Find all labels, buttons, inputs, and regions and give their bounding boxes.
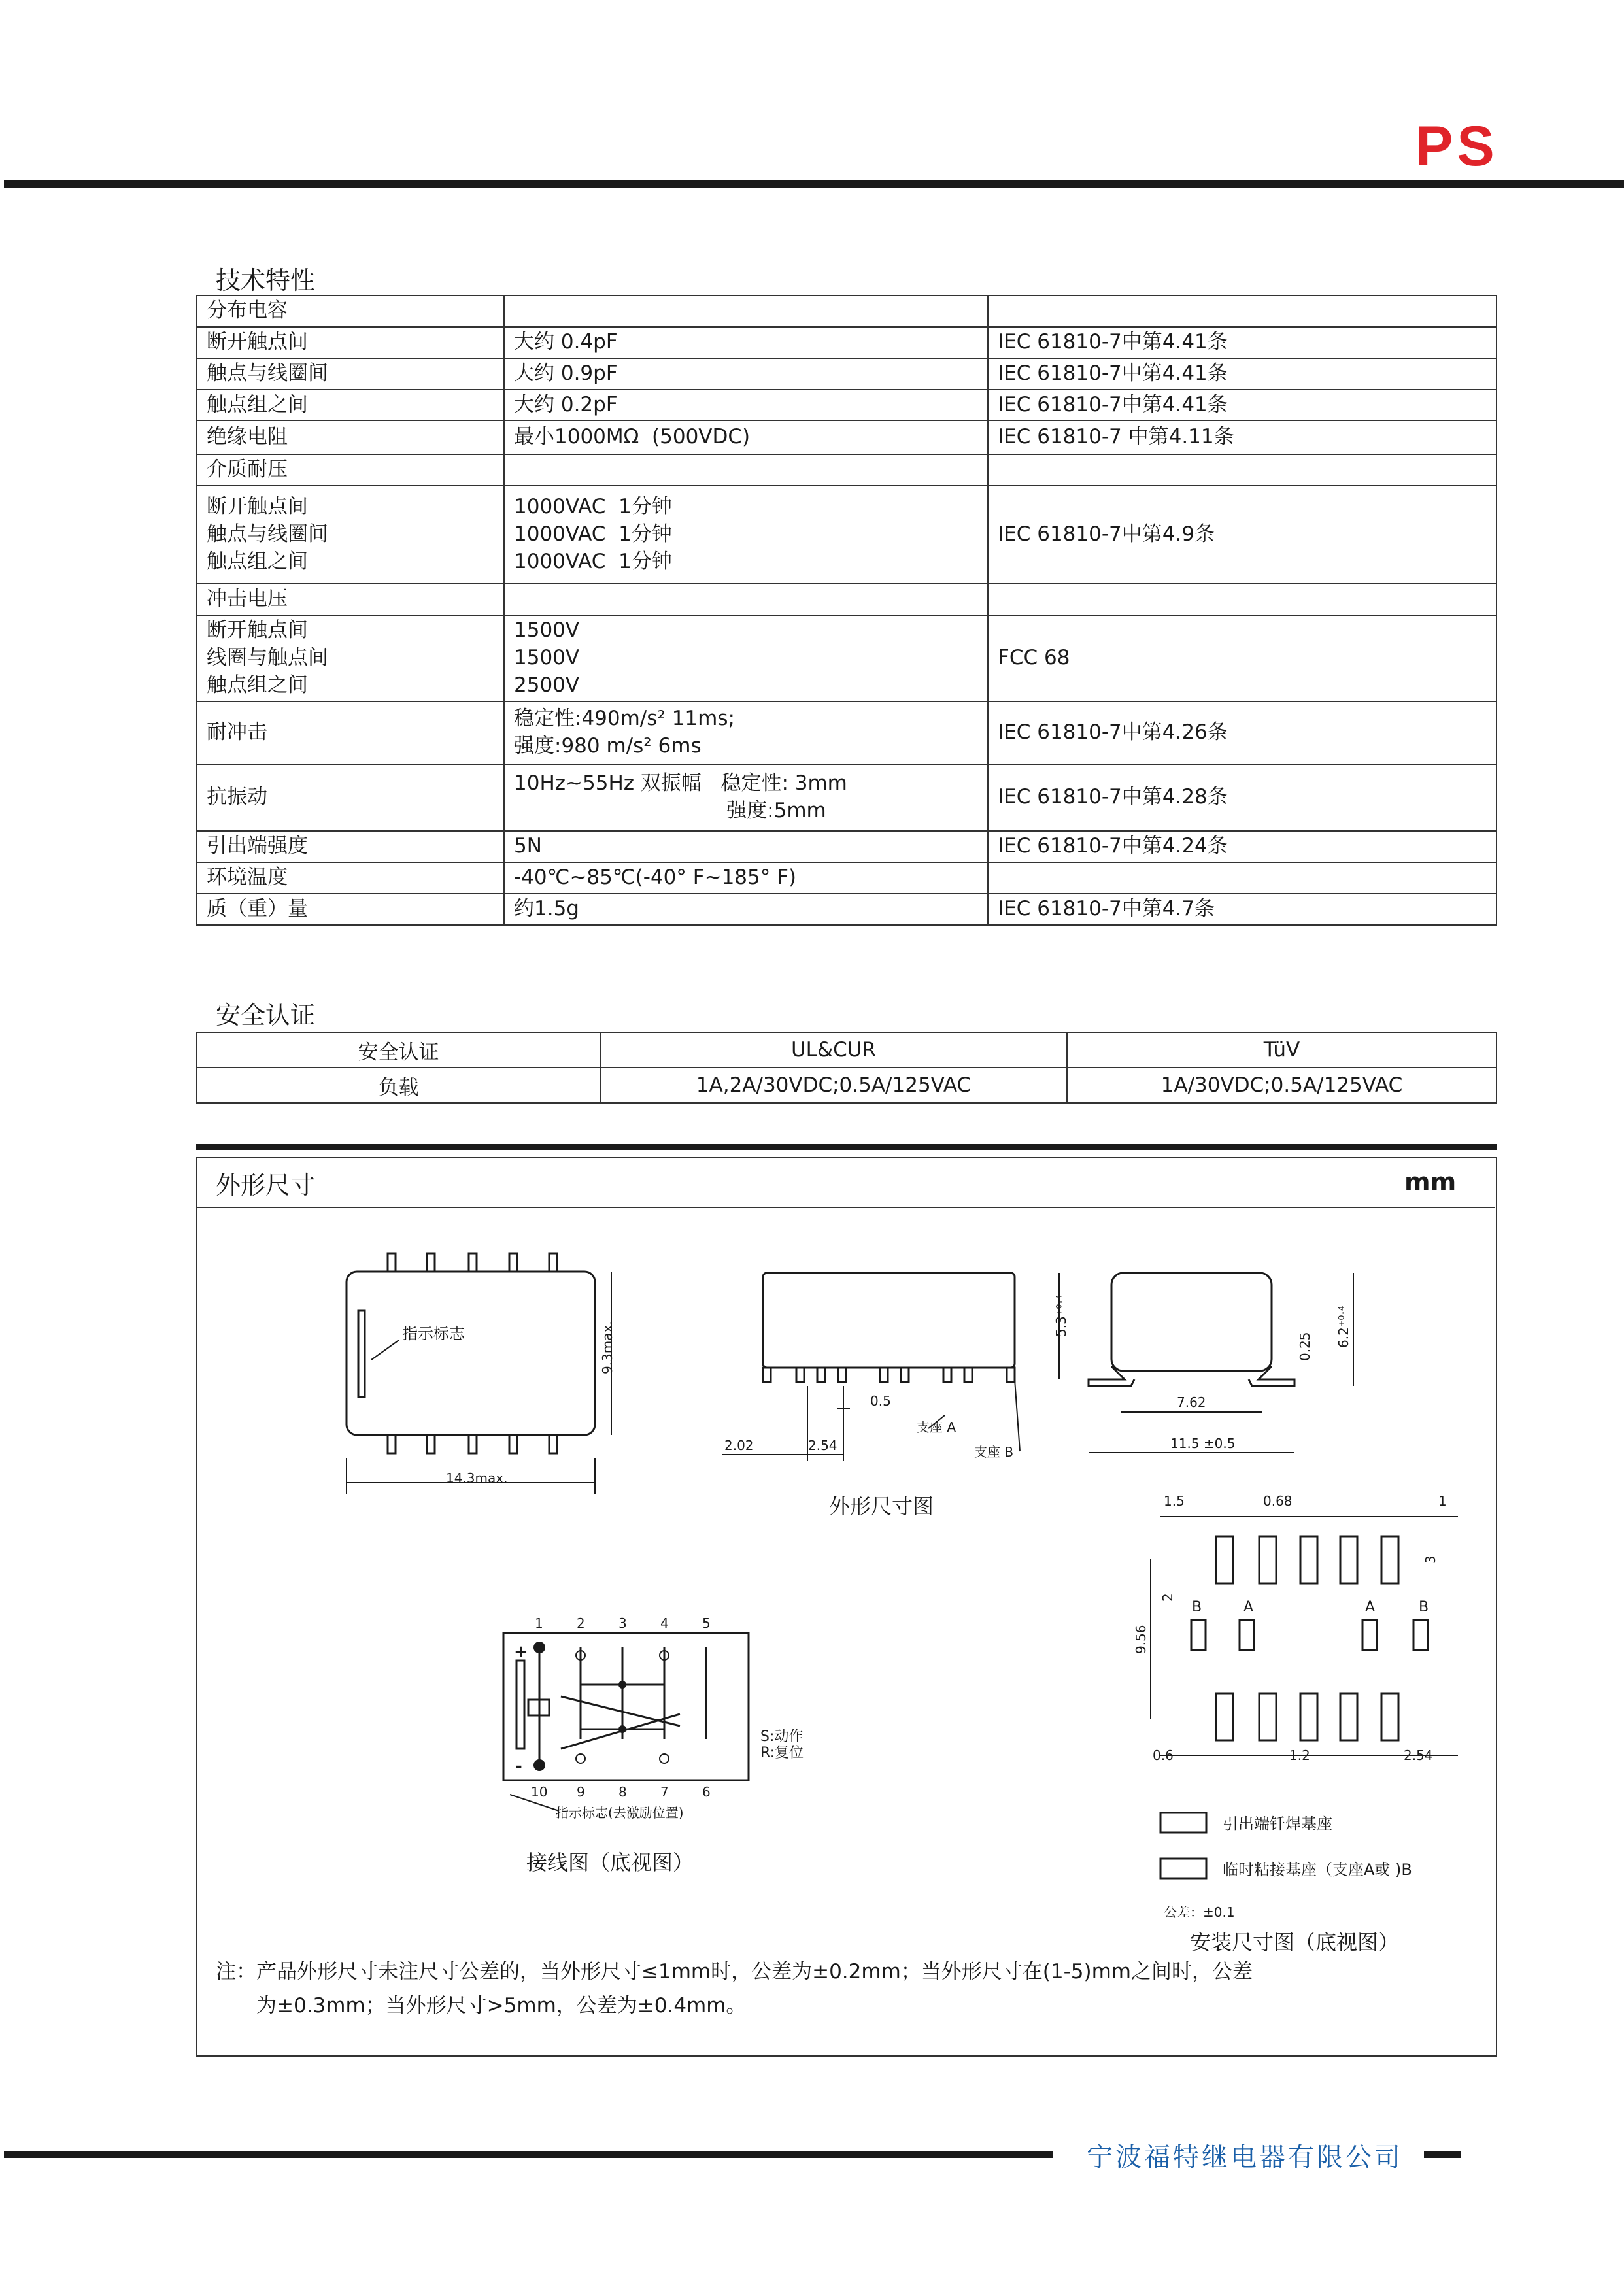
wiring-indicator	[516, 1661, 524, 1749]
pin-label: 1	[535, 1615, 543, 1631]
tech-label: 环境温度	[197, 862, 504, 894]
tolerance-note	[216, 1955, 1471, 2023]
tech-value: 大约 0.9pF	[504, 358, 988, 390]
tech-title: 技术特性	[216, 266, 316, 295]
legend-adhesive: 临时粘接基座（支座A或 )B	[1223, 1861, 1412, 1879]
tech-label: 抗振动	[197, 764, 504, 831]
safety-cell: 1A,2A/30VDC;0.5A/125VAC	[600, 1068, 1067, 1103]
indicator-mark	[358, 1311, 365, 1397]
dim-2-02: 2.02	[724, 1438, 754, 1453]
mount-pads	[1191, 1536, 1428, 1740]
tech-value: 1000VAC 1分钟 1000VAC 1分钟 1000VAC 1分钟	[504, 486, 988, 584]
front-view-pins	[763, 1368, 1015, 1382]
pin-label: 3	[618, 1615, 627, 1631]
tech-label: 断开触点间 线圈与触点间 触点组之间	[197, 615, 504, 701]
dim-7-62: 7.62	[1177, 1394, 1206, 1410]
tech-value: 最小1000MΩ (500VDC)	[504, 420, 988, 454]
indicator-note: 指示标志(去激励位置)	[556, 1805, 684, 1821]
tech-label: 介质耐压	[197, 454, 504, 486]
tech-value: 约1.5g	[504, 894, 988, 925]
s-label: S:动作	[760, 1729, 804, 1745]
mount-dim: 9.56	[1133, 1625, 1149, 1654]
safety-cell: 1A/30VDC;0.5A/125VAC	[1067, 1068, 1497, 1103]
tech-value: 5N	[504, 831, 988, 862]
plus-sign: +	[514, 1642, 528, 1662]
dim-11-5: 11.5 ±0.5	[1170, 1436, 1236, 1451]
legend-solid	[1160, 1813, 1206, 1832]
pin-label: 8	[618, 1784, 627, 1800]
r-label: R:复位	[760, 1745, 804, 1761]
safety-header-cell: 安全认证	[197, 1032, 600, 1068]
tech-value: 大约 0.2pF	[504, 390, 988, 421]
brand-logo: PS	[1415, 115, 1498, 178]
dim-0-5: 0.5	[870, 1393, 891, 1409]
tech-standard: IEC 61810-7中第4.26条	[988, 701, 1497, 764]
legend-hatched	[1160, 1859, 1206, 1878]
pin-label: 4	[660, 1615, 669, 1631]
pin-label: 6	[702, 1784, 711, 1800]
front-view-body	[763, 1273, 1015, 1368]
mount-dim: 1.2	[1289, 1747, 1310, 1763]
legend-solder: 引出端钎焊基座	[1223, 1815, 1332, 1833]
seat-a-label: 支座 A	[917, 1419, 956, 1435]
tech-label: 耐冲击	[197, 701, 504, 764]
pin-label: 5	[702, 1615, 711, 1631]
tech-label: 断开触点间 触点与线圈间 触点组之间	[197, 486, 504, 584]
tech-standard: IEC 61810-7中第4.7条	[988, 894, 1497, 925]
tech-value: -40℃~85℃(-40° F~185° F)	[504, 862, 988, 894]
tech-standard: IEC 61810-7 中第4.11条	[988, 420, 1497, 454]
dimensions-title: 外形尺寸	[216, 1171, 316, 1200]
tech-value: 稳定性:490m/s² 11ms; 强度:980 m/s² 6ms	[504, 701, 988, 764]
tech-label: 冲击电压	[197, 584, 504, 615]
dim-9-3: 9.3max.	[600, 1321, 615, 1374]
safety-title: 安全认证	[216, 1001, 316, 1030]
wiring-caption: 接线图（底视图）	[526, 1850, 694, 1875]
tech-label: 分布电容	[197, 295, 504, 327]
tech-value: 10Hz~55Hz 双振幅 稳定性: 3mm 强度:5mm	[504, 764, 988, 831]
tech-standard: IEC 61810-7中第4.41条	[988, 327, 1497, 358]
tolerance-label: 公差：±0.1	[1164, 1904, 1235, 1920]
tech-standard: IEC 61810-7中第4.28条	[988, 764, 1497, 831]
pin-label: 2	[577, 1615, 585, 1631]
seat-b-label: 支座 B	[974, 1444, 1014, 1460]
dim-6-2: 6.2⁺⁰·⁴	[1336, 1306, 1351, 1348]
mount-dim: 1.5	[1164, 1493, 1185, 1509]
dim-14-3: 14.3max.	[446, 1470, 508, 1486]
footer-rule-end	[1424, 2151, 1461, 2158]
note-line-1: 注：产品外形尺寸未注尺寸公差的，当外形尺寸≤1mm时，公差为±0.2mm；当外形尺寸在(1-5)mm之间时，公差	[216, 1960, 1253, 1983]
pin-label: 9	[577, 1784, 585, 1800]
mount-dim: 2	[1160, 1593, 1176, 1602]
mount-dim: 1	[1438, 1493, 1447, 1509]
tech-label: 断开触点间	[197, 327, 504, 358]
dim-5-3: 5.3⁺⁰·⁴	[1053, 1294, 1069, 1337]
pin-label: 10	[531, 1784, 548, 1800]
mount-dim: 3	[1423, 1555, 1438, 1564]
dim-0-25: 0.25	[1297, 1332, 1313, 1361]
tech-label: 质（重）量	[197, 894, 504, 925]
tech-standard: IEC 61810-7中第4.9条	[988, 486, 1497, 584]
footer-rule	[4, 2151, 1053, 2158]
note-line-2: 为±0.3mm；当外形尺寸>5mm，公差为±0.4mm。	[256, 1994, 747, 2017]
mount-caption: 安装尺寸图（底视图）	[1190, 1930, 1400, 1955]
top-view-pins	[388, 1253, 557, 1453]
mount-mark-b: B	[1419, 1599, 1429, 1615]
tech-standard: IEC 61810-7中第4.41条	[988, 358, 1497, 390]
mount-dim: 0.6	[1153, 1747, 1174, 1763]
tech-label: 引出端强度	[197, 831, 504, 862]
safety-header-cell: UL&CUR	[600, 1032, 1067, 1068]
mount-mark-a: A	[1243, 1599, 1254, 1615]
tech-label: 触点组之间	[197, 390, 504, 421]
indicator-label: 指示标志	[402, 1324, 465, 1343]
tech-standard: FCC 68	[988, 615, 1497, 701]
company-name: 宁波福特继电器有限公司	[1087, 2142, 1403, 2172]
tech-label: 绝缘电阻	[197, 420, 504, 454]
side-view-body	[1111, 1273, 1272, 1371]
outline-caption: 外形尺寸图	[829, 1494, 934, 1519]
mount-dim: 2.54	[1404, 1747, 1433, 1763]
tech-standard: IEC 61810-7中第4.41条	[988, 390, 1497, 421]
safety-header-cell: TüV	[1067, 1032, 1497, 1068]
tech-label: 触点与线圈间	[197, 358, 504, 390]
mount-dim: 0.68	[1263, 1493, 1293, 1509]
unit-label: mm	[1404, 1168, 1457, 1196]
mount-mark-b: B	[1192, 1599, 1202, 1615]
mount-mark-a: A	[1365, 1599, 1376, 1615]
dim-2-54: 2.54	[808, 1438, 837, 1453]
tech-value: 大约 0.4pF	[504, 327, 988, 358]
minus-sign: -	[515, 1757, 522, 1776]
tech-standard: IEC 61810-7中第4.24条	[988, 831, 1497, 862]
pin-label: 7	[660, 1784, 669, 1800]
safety-cell: 负载	[197, 1068, 600, 1103]
tech-value: 1500V 1500V 2500V	[504, 615, 988, 701]
top-view-body	[347, 1272, 595, 1435]
